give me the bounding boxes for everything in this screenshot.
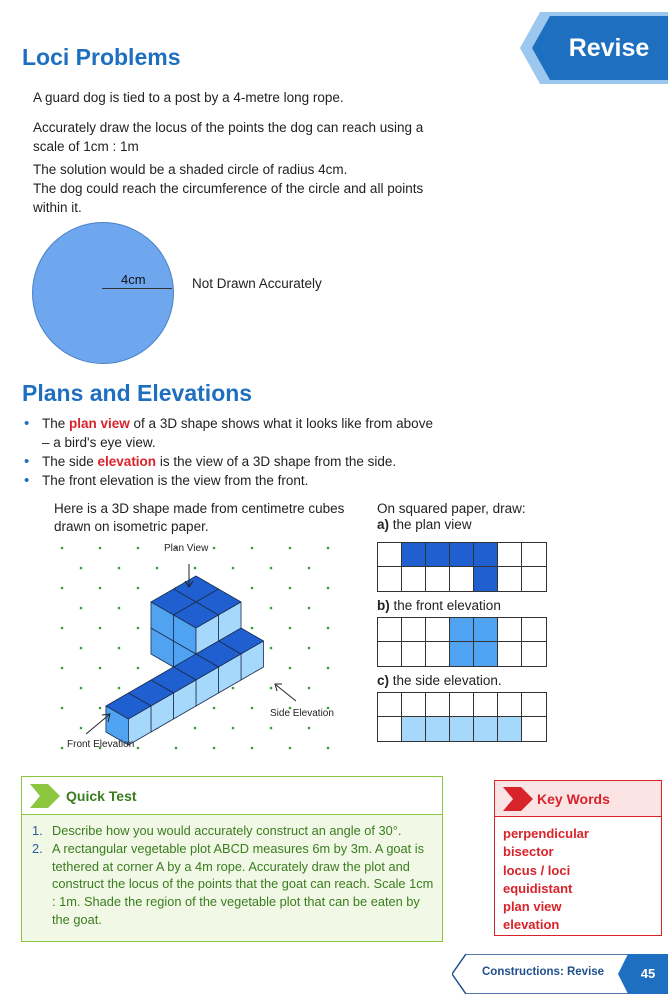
bullet-3-text: The front elevation is the view from the front.	[42, 473, 309, 488]
loci-heading: Loci Problems	[22, 44, 181, 70]
key-word: locus / loci	[503, 862, 571, 878]
grid-cell	[474, 567, 498, 591]
quick-test-arrow-icon	[30, 784, 60, 808]
task-a	[377, 517, 472, 532]
grid-cell	[498, 618, 522, 642]
key-words-header	[495, 781, 661, 817]
task-b-letter: b)	[377, 598, 390, 613]
bullet-2-post: is the view of a 3D shape from the side.	[156, 454, 397, 469]
iso-dot	[80, 727, 83, 730]
quick-test-num: 2.	[32, 840, 43, 856]
quick-test-text: A rectangular vegetable plot ABCD measures 6m by 3m. A goat is tethered at corner A by a 4m rope. Accurately draw the plot and construct the locus of the points that the goat can reach. Scale 1cm : 1m. Shade the region of the vegetable plot that can be eaten by the goat.	[52, 840, 434, 927]
side-elevation-arrow	[276, 685, 296, 701]
side-elevation-grid	[377, 692, 547, 742]
not-drawn-note: Not Drawn Accurately	[192, 276, 322, 291]
page-footer	[452, 954, 668, 994]
iso-dot	[118, 647, 121, 650]
bullet-1-pre: The	[42, 416, 70, 431]
bullet-elevation	[22, 452, 442, 471]
grid-cell	[522, 543, 546, 567]
radius-label: 4cm	[121, 272, 146, 287]
grid-cell	[426, 567, 450, 591]
key-word: perpendicular	[503, 826, 589, 841]
grid-cell	[426, 543, 450, 567]
task-a-letter: a)	[377, 517, 390, 532]
key-word: plan view	[503, 899, 562, 915]
task-a-text: the plan view	[389, 517, 472, 532]
iso-dot	[251, 747, 254, 750]
iso-dot	[251, 627, 254, 630]
key-words-list	[503, 825, 589, 935]
grid-cell	[450, 642, 474, 666]
grid-cell	[450, 618, 474, 642]
quick-test-title: Quick Test	[66, 788, 137, 804]
grid-cell	[426, 618, 450, 642]
iso-dot	[61, 627, 64, 630]
loci-p1: A guard dog is tied to a post by a 4-metre long rope.	[33, 90, 344, 105]
iso-dot	[194, 727, 197, 730]
iso-dot	[270, 567, 273, 570]
locus-circle	[32, 222, 174, 364]
iso-dot	[232, 567, 235, 570]
iso-dot	[213, 747, 216, 750]
iso-dot	[232, 727, 235, 730]
key-word: elevation	[503, 917, 560, 933]
iso-dot	[251, 707, 254, 710]
bullet-front-elevation	[22, 471, 442, 490]
grid-cell	[426, 642, 450, 666]
iso-dot	[213, 547, 216, 550]
iso-dot	[118, 687, 121, 690]
iso-dot	[175, 747, 178, 750]
iso-dot	[270, 647, 273, 650]
iso-dot	[156, 567, 159, 570]
bullet-plan-view	[22, 414, 442, 452]
iso-dot	[99, 627, 102, 630]
iso-dot	[270, 607, 273, 610]
iso-dot	[308, 727, 311, 730]
iso-dot	[308, 687, 311, 690]
iso-dot	[308, 607, 311, 610]
iso-dot	[327, 667, 330, 670]
page-number: 45	[640, 966, 656, 981]
iso-dot	[251, 547, 254, 550]
iso-dot	[99, 587, 102, 590]
iso-dot	[80, 687, 83, 690]
iso-dot	[327, 747, 330, 750]
task-b-text: the front elevation	[389, 598, 501, 613]
iso-dot	[251, 587, 254, 590]
iso-dot	[327, 547, 330, 550]
footer-section: Constructions: Revise	[482, 966, 605, 978]
grid-cell	[522, 618, 546, 642]
grid-cell	[522, 717, 546, 741]
grid-cell	[426, 693, 450, 717]
draw-intro: On squared paper, draw:	[377, 501, 526, 516]
grid-cell	[522, 567, 546, 591]
loci-p3a: The solution would be a shaded circle of radius 4cm.	[33, 162, 348, 177]
grid-cell	[402, 642, 426, 666]
quick-test-num: 1.	[32, 823, 43, 838]
grid-cell	[378, 618, 402, 642]
iso-dot	[80, 607, 83, 610]
iso-dot	[137, 627, 140, 630]
key-word: equidistant	[503, 880, 573, 896]
grid-cell	[474, 543, 498, 567]
revise-tab-label: Revise	[568, 34, 650, 62]
iso-dot	[289, 667, 292, 670]
iso-dot	[61, 667, 64, 670]
grid-cell	[474, 618, 498, 642]
iso-dot	[99, 667, 102, 670]
quick-test-text: Describe how you would accurately construct an angle of 30°.	[52, 823, 402, 838]
quick-test-item	[32, 822, 437, 840]
grid-cell	[498, 717, 522, 741]
quick-test-item	[32, 840, 437, 929]
bullet-1-post: of a 3D shape shows what it looks like from above – a bird's eye view.	[42, 416, 433, 450]
iso-dot	[308, 567, 311, 570]
quick-test-box	[21, 776, 443, 942]
bullet-2-key: elevation	[97, 454, 157, 469]
grid-cell	[426, 717, 450, 741]
revise-tab	[520, 12, 668, 84]
grid-cell	[402, 693, 426, 717]
grid-cell	[402, 543, 426, 567]
isometric-shape-drawing	[48, 538, 348, 758]
grid-cell	[498, 693, 522, 717]
grid-cell	[498, 543, 522, 567]
grid-cell	[378, 717, 402, 741]
shape-intro: Here is a 3D shape made from centimetre cubes drawn on isometric paper.	[54, 501, 345, 534]
iso-dot	[61, 547, 64, 550]
iso-dot	[289, 747, 292, 750]
iso-dot	[289, 627, 292, 630]
loci-p2: Accurately draw the locus of the points the dog can reach using a scale of 1cm : 1m	[33, 120, 424, 154]
plans-heading: Plans and Elevations	[22, 380, 253, 406]
plan-view-label: Plan View	[164, 543, 209, 554]
iso-dot	[61, 587, 64, 590]
iso-dot	[137, 747, 140, 750]
key-words-title: Key Words	[537, 791, 610, 807]
bullet-2-pre: The side	[42, 454, 98, 469]
key-words-arrow-icon	[503, 787, 533, 811]
iso-dot	[61, 707, 64, 710]
iso-dot	[137, 547, 140, 550]
front-elevation-grid	[377, 617, 547, 667]
grid-cell	[522, 642, 546, 666]
plan-view-grid	[377, 542, 547, 592]
grid-cell	[378, 693, 402, 717]
grid-cell	[450, 693, 474, 717]
grid-cell	[474, 642, 498, 666]
iso-dot	[327, 587, 330, 590]
plans-bullets	[22, 414, 442, 490]
grid-cell	[450, 717, 474, 741]
iso-dot	[80, 567, 83, 570]
key-words-box	[494, 780, 662, 936]
iso-dot	[308, 647, 311, 650]
iso-dot	[289, 547, 292, 550]
grid-cell	[522, 693, 546, 717]
bullet-1-key: plan view	[69, 416, 130, 431]
grid-cell	[450, 543, 474, 567]
grid-cell	[378, 567, 402, 591]
grid-cell	[450, 567, 474, 591]
quick-test-list	[32, 822, 437, 929]
task-c-text: the side elevation.	[389, 673, 502, 688]
grid-cell	[474, 693, 498, 717]
iso-dot	[80, 647, 83, 650]
key-word: bisector	[503, 844, 554, 860]
grid-cell	[402, 618, 426, 642]
grid-cell	[402, 567, 426, 591]
iso-dot	[213, 707, 216, 710]
iso-dot	[99, 707, 102, 710]
iso-dot	[61, 747, 64, 750]
iso-dot	[137, 667, 140, 670]
task-c	[377, 673, 502, 688]
side-elevation-label: Side Elevation	[270, 708, 334, 719]
iso-dot	[194, 567, 197, 570]
iso-dot	[270, 687, 273, 690]
radius-line	[102, 288, 172, 289]
iso-dot	[99, 547, 102, 550]
isometric-cubes	[106, 576, 264, 745]
iso-dot	[289, 587, 292, 590]
iso-dot	[270, 727, 273, 730]
loci-p3b: The dog could reach the circumference of the circle and all points within it.	[33, 181, 424, 215]
grid-cell	[498, 642, 522, 666]
front-elevation-label: Front Elevation	[67, 739, 135, 750]
grid-cell	[474, 717, 498, 741]
grid-cell	[378, 642, 402, 666]
task-b	[377, 598, 501, 613]
iso-dot	[137, 587, 140, 590]
quick-test-header	[22, 777, 442, 815]
grid-cell	[402, 717, 426, 741]
grid-cell	[378, 543, 402, 567]
iso-dot	[327, 627, 330, 630]
grid-cell	[498, 567, 522, 591]
iso-dot	[118, 567, 121, 570]
task-c-letter: c)	[377, 673, 390, 688]
iso-dot	[232, 687, 235, 690]
iso-dot	[118, 607, 121, 610]
